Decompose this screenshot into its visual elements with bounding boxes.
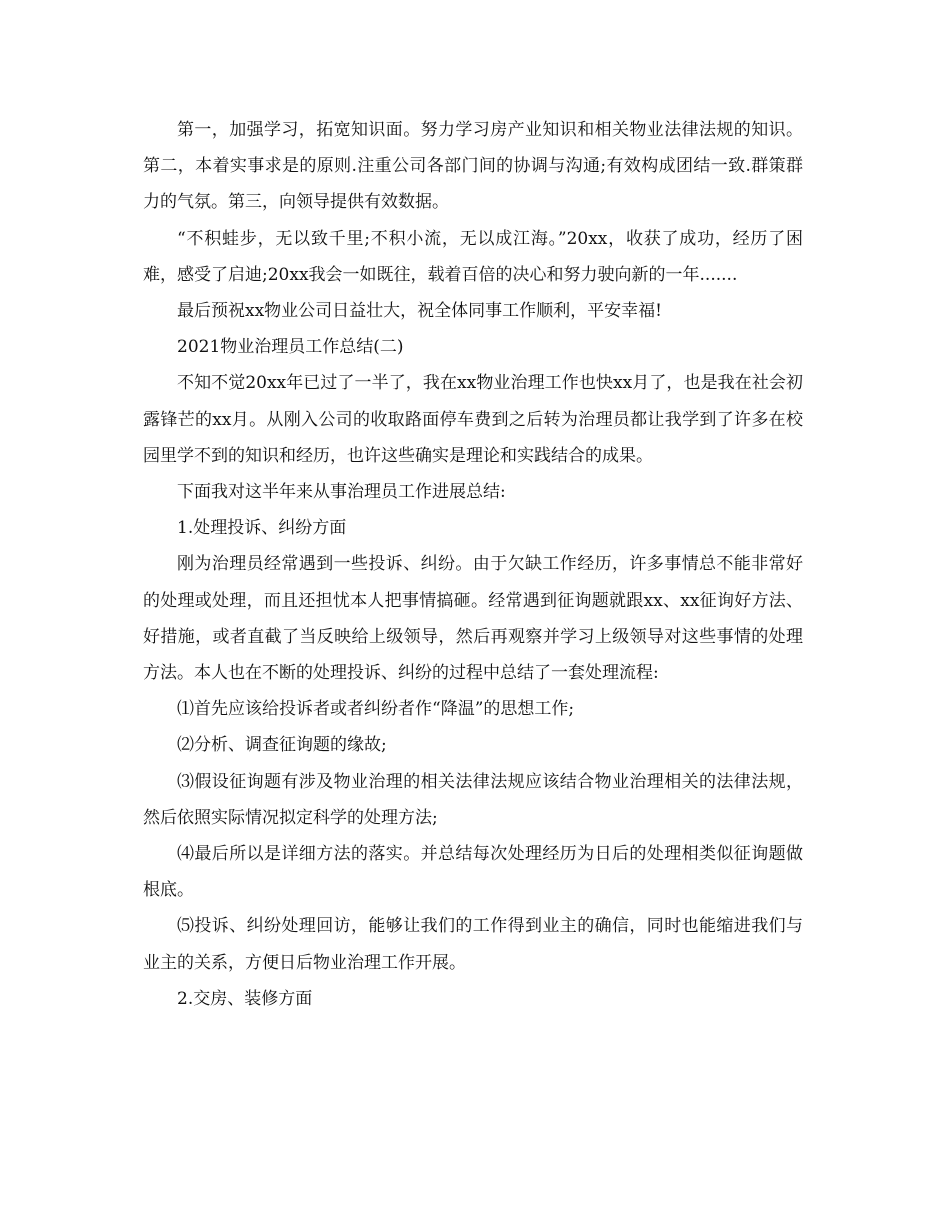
paragraph-1: 第一，加强学习，拓宽知识面。努力学习房产业知识和相关物业法律法规的知识。第二，本着实事求是的原则.注重公司各部门间的协调与沟通;有效构成团结一致.群策群力的气氛。第三，向领导提供有效数据。 — [143, 120, 803, 213]
paragraph-2: “不积蛙步，无以致千里;不积小流，无以成江海。”20xx，收获了成功，经历了困难，感受了启迪;20xx我会一如既往，载着百倍的决心和努力驶向新的一年....... — [143, 228, 803, 285]
list-item-4: ⑷最后所以是详细方法的落实。并总结每次处理经历为日后的处理相类似征询题做根底。 — [143, 844, 803, 901]
subheading-1: 1.处理投诉、纠纷方面 — [177, 518, 347, 539]
list-item-1: ⑴首先应该给投诉者或者纠纷者作“降温”的思想工作; — [177, 699, 575, 720]
subheading-2: 2.交房、装修方面 — [177, 988, 313, 1009]
paragraph-6: 刚为治理员经常遇到一些投诉、纠纷。由于欠缺工作经历，许多事情总不能非常好的处理或处理，而且还担忧本人把事情搞砸。经常遇到征询题就跟xx、xx征询好方法、好措施，或者直截了当反映给上级领导，然后再观察并学习上级领导对这些事情的处理方法。本人也在不断的处理投诉、纠纷的过程中总结了一套处理流程: — [143, 554, 803, 684]
paragraph-5: 下面我对这半年来从事治理员工作进展总结: — [177, 482, 506, 503]
document-body — [143, 112, 803, 1017]
list-item-2: ⑵分析、调查征询题的缘故; — [177, 735, 387, 756]
paragraph-4: 不知不觉20xx年已过了一半了，我在xx物业治理工作也快xx月了，也是我在社会初露锋芒的xx月。从刚入公司的收取路面停车费到之后转为治理员都让我学到了许多在校园里学不到的知识和经历，也许这些确实是理论和实践结合的成果。 — [143, 373, 803, 466]
list-item-3: ⑶假设征询题有涉及物业治理的相关法律法规应该结合物业治理相关的法律法规，然后依照实际情况拟定科学的处理方法; — [143, 771, 803, 828]
section-title: 2021物业治理员工作总结(二) — [177, 337, 404, 358]
paragraph-3: 最后预祝xx物业公司日益壮大，祝全体同事工作顺利，平安幸福! — [177, 301, 663, 322]
list-item-5: ⑸投诉、纠纷处理回访，能够让我们的工作得到业主的确信，同时也能缩进我们与业主的关系，方便日后物业治理工作开展。 — [143, 916, 803, 973]
